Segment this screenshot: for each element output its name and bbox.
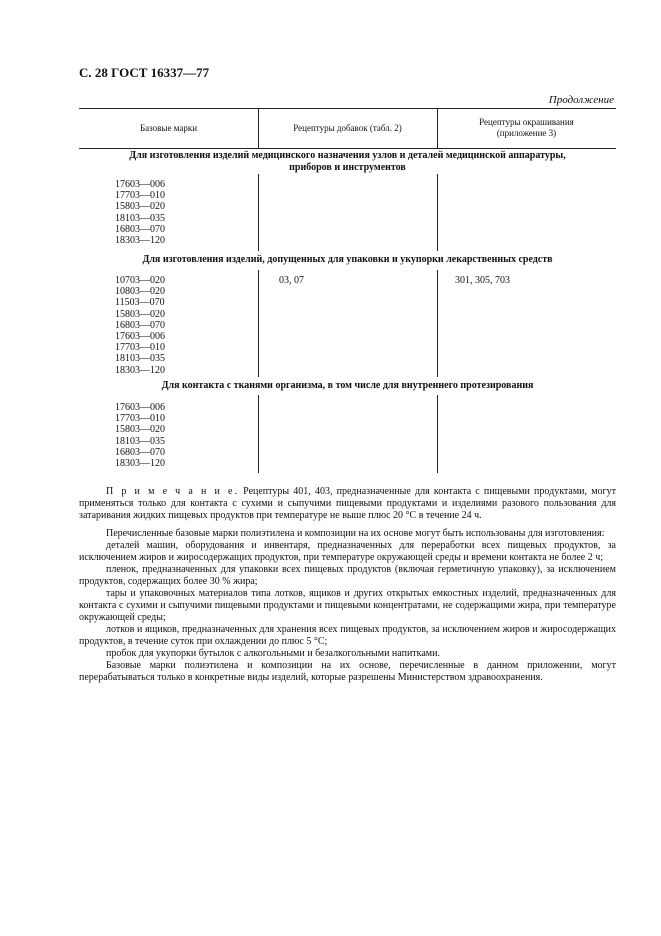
grade-item: 17603—006 xyxy=(115,331,165,343)
grade-item: 10703—020 xyxy=(115,275,165,286)
grades-table xyxy=(79,108,616,473)
grades-list-pharma-packaging xyxy=(115,275,165,376)
table-header-rule xyxy=(79,148,616,149)
column-rule xyxy=(258,395,259,473)
grade-item: 11503—070 xyxy=(115,297,165,309)
grade-item: 15803—020 xyxy=(115,308,165,320)
grade-item: 18303—120 xyxy=(115,235,165,247)
section-title-line: приборов и инструментов xyxy=(289,162,406,173)
grade-item: 16803—070 xyxy=(115,319,165,331)
grade-item: 18103—035 xyxy=(115,353,165,365)
final-paragraph: Базовые марки полиэтилена и композиции на их основе, перечисленные в данном приложении, могут перерабатываться только в конкретные виды изделий, которые разрешены Министерством здравоохранения. xyxy=(79,660,616,683)
note-paragraph xyxy=(79,486,616,522)
usage-item: лотков и ящиков, предназначенных для хранения всех пищевых продуктов, за исключением жиров и жиросодержащих продуктов, в течение суток при охлаждении до плюс 5 °С; xyxy=(79,624,616,647)
usage-item: тары и упаковочных материалов типа лотков, ящиков и других открытых емкостных изделий, предназначенных для контакта с сухими и сыпучими пищевыми продуктами и пищевыми концентратами, не содержащими жира, при температуре окружающей среды; xyxy=(79,588,616,623)
grade-item: 17603—006 xyxy=(115,402,165,413)
coloring-cell: 301, 305, 703 xyxy=(455,275,510,286)
continuation-label: Продолжение xyxy=(548,94,614,106)
column-header-base-grades: Базовые марки xyxy=(139,123,198,133)
grade-item: 18303—120 xyxy=(115,364,165,376)
column-header-coloring xyxy=(437,117,616,139)
section-title-tissue-contact: Для контакта с тканями организма, в том числе для внутреннего протезирования xyxy=(161,380,534,391)
grade-item: 17703—010 xyxy=(115,413,165,425)
usage-item: деталей машин, оборудования и инвентаря, предназначенных для переработки всех пищевых продуктов, за исключением жиров и жиросодержащих продуктов, при температуре окружающей среды и времени контакта не более 2 ч; xyxy=(79,540,616,563)
note-text: Рецептуры 401, 403, предназначенные для контакта с пищевыми продуктами, могут применяться только для контакта с сухими и сыпучими пищевыми продуктами и изделиями разового пользования для затаривания жидких пищевых продуктов при температуре не выше плюс 20 °С в течение 24 ч. xyxy=(79,486,617,521)
grade-item: 18103—035 xyxy=(115,435,165,447)
usage-item: пленок, предназначенных для упаковки всех пищевых продуктов (включая герметичную упаковку), за исключением продуктов, содержащих более 30 % жира; xyxy=(79,564,616,587)
notes-block xyxy=(79,486,616,684)
usage-intro: Перечисленные базовые марки полиэтилена и композиции на их основе могут быть использованы для изготовления: xyxy=(106,528,605,539)
column-header-additives: Рецептуры добавок (табл. 2) xyxy=(293,123,402,133)
additives-cell: 03, 07 xyxy=(279,275,304,286)
column-rule xyxy=(258,270,259,377)
column-header-coloring-line1: Рецептуры окрашивания xyxy=(479,117,574,127)
grades-list-tissue-contact xyxy=(115,402,165,469)
grades-list-medical xyxy=(115,179,165,246)
column-rule xyxy=(258,174,259,251)
grade-item: 18303—120 xyxy=(115,458,165,470)
section-title-line: Для изготовления изделий медицинского назначения узлов и деталей медицинской аппаратуры, xyxy=(129,150,566,161)
section-title-medical xyxy=(79,150,616,174)
column-rule xyxy=(437,270,438,377)
column-header-coloring-line2: (приложение 3) xyxy=(496,128,557,138)
grade-item: 16803—070 xyxy=(115,446,165,458)
column-rule xyxy=(437,395,438,473)
grade-item: 15803—020 xyxy=(115,201,165,213)
grade-item: 16803—070 xyxy=(115,223,165,235)
column-rule xyxy=(437,174,438,251)
grade-item: 18103—035 xyxy=(115,212,165,224)
grade-item: 17703—010 xyxy=(115,190,165,202)
note-label: П р и м е ч а н и е. xyxy=(106,486,239,497)
section-title-pharma-packaging: Для изготовления изделий, допущенных для упаковки и укупорки лекарственных средств xyxy=(142,254,553,265)
usage-item: пробок для укупорки бутылок с алкогольными и безалкогольными напитками. xyxy=(106,648,440,659)
page-title: С. 28 ГОСТ 16337—77 xyxy=(79,65,210,80)
grade-item: 10803—020 xyxy=(115,286,165,298)
grade-item: 15803—020 xyxy=(115,424,165,436)
table-top-rule xyxy=(79,108,616,109)
grade-item: 17603—006 xyxy=(115,179,165,190)
grade-item: 17703—010 xyxy=(115,342,165,354)
